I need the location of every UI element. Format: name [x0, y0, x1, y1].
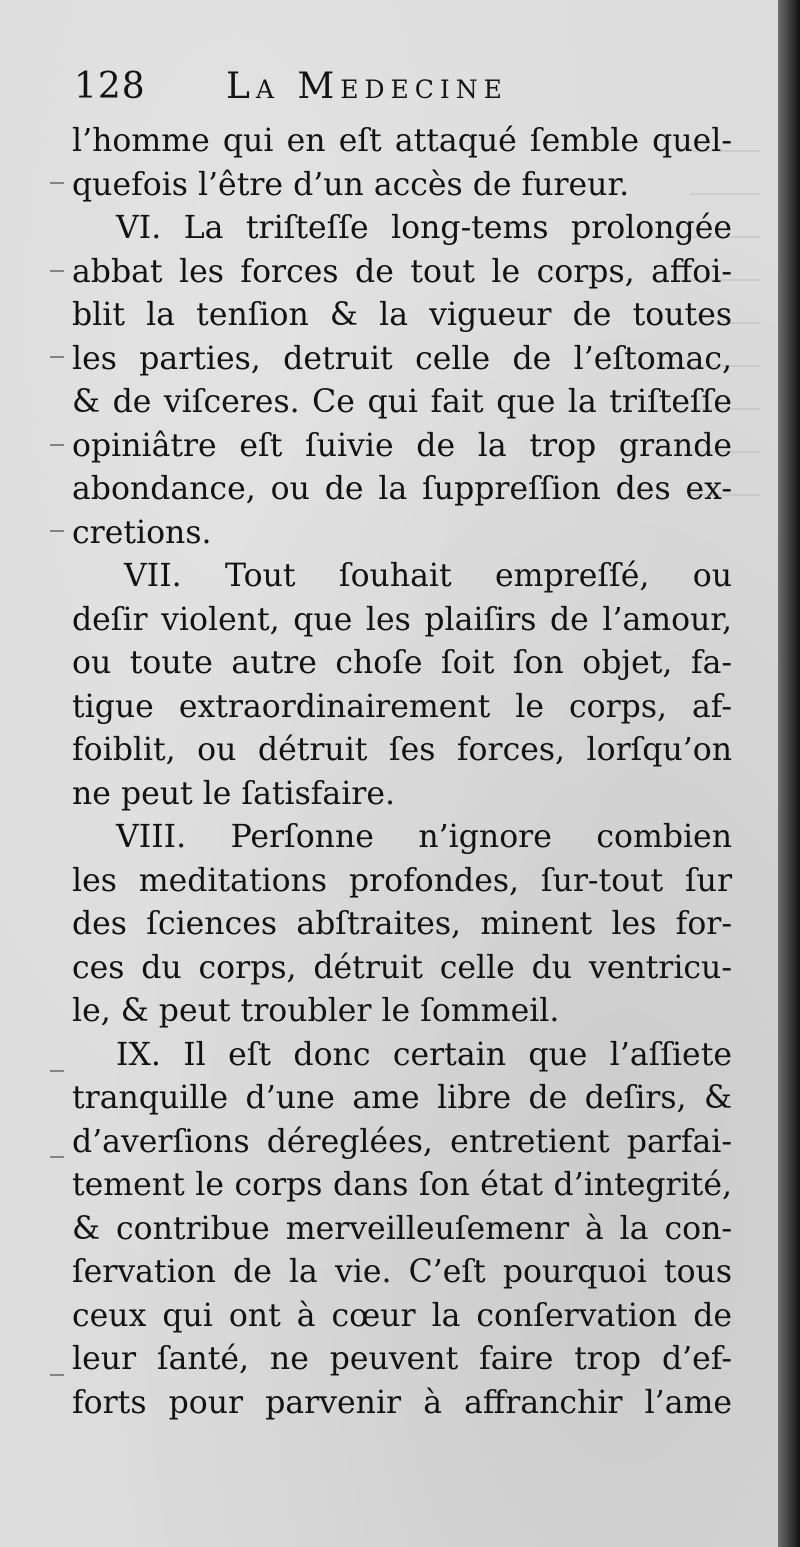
running-head: La Medecine: [226, 66, 508, 107]
text-line: ces du corps, détruit celle du ventricu-: [72, 949, 732, 986]
text-line: quefois l’être d’un accès de fureur.: [72, 166, 630, 203]
margin-mark: [50, 530, 64, 532]
text-line: forts pour parvenir à affranchir l’ame: [72, 1384, 732, 1421]
text-line: opiniâtre eſt ſuivie de la trop grande: [72, 427, 732, 464]
margin-mark: [50, 444, 64, 446]
margin-mark: [50, 1156, 64, 1158]
text-line: VIII. Perſonne n’ignore combien: [116, 819, 732, 855]
margin-mark: [50, 1070, 64, 1072]
margin-mark: [50, 1374, 64, 1376]
page-number: 128: [74, 66, 146, 107]
text-line: blit la tenſion & la vigueur de toutes: [72, 297, 732, 333]
text-line: cretions.: [72, 514, 212, 551]
margin-mark: [50, 182, 64, 184]
text-line: deſir violent, que les plaiſirs de l’amour,: [72, 601, 732, 638]
text-line: VI. La triſteſſe long-tems prolongée: [116, 210, 732, 246]
margin-mark: [50, 356, 64, 358]
text-line: les parties, detruit celle de l’eſtomac,: [72, 340, 732, 377]
text-line: l’homme qui en eſt attaqué ſemble quel-: [72, 123, 732, 159]
text-line: les meditations profondes, ſur-tout ſur: [72, 862, 732, 899]
text-line: ou toute autre choſe ſoit ſon objet, fa-: [72, 645, 732, 681]
text-line: abbat les forces de tout le corps, affoi-: [72, 253, 732, 290]
body-text: [72, 120, 732, 1425]
text-line: abondance, ou de la ſuppreſſion des ex-: [72, 471, 732, 507]
text-line: tement le corps dans ſon état d’integrité,: [72, 1167, 732, 1203]
text-line: & de viſceres. Ce qui fait que la triſteſſe: [72, 384, 732, 420]
text-line: & contribue merveilleuſemenr à la con-: [72, 1210, 732, 1247]
text-line: leur ſanté, ne peuvent faire trop d’ef-: [72, 1341, 732, 1377]
text-line: ſervation de la vie. C’eſt pourquoi tous: [72, 1254, 732, 1290]
text-line: ceux qui ont à cœur la conſervation de: [72, 1297, 732, 1334]
text-line: le, & peut troubler le ſommeil.: [72, 993, 560, 1029]
text-line: des ſciences abſtraites, minent les for-: [72, 906, 732, 942]
text-line: ne peut le ſatisfaire.: [72, 775, 395, 812]
margin-mark: [50, 270, 64, 272]
text-line: d’averſions déreglées, entretient parfai-: [72, 1123, 732, 1160]
text-line: tranquille d’une ame libre de deſirs, &: [72, 1080, 732, 1116]
page-edge-shadow: [778, 0, 800, 1547]
text-line: VII. Tout ſouhait empreſſé, ou: [124, 558, 732, 594]
page-header: [74, 66, 594, 122]
margin-marks: [50, 120, 70, 1470]
text-line: IX. Il eſt donc certain que l’aſſiete: [116, 1036, 732, 1073]
text-line: foiblit, ou détruit ſes forces, lorſqu’on: [72, 732, 732, 768]
text-line: tigue extraordinairement le corps, af-: [72, 688, 732, 725]
